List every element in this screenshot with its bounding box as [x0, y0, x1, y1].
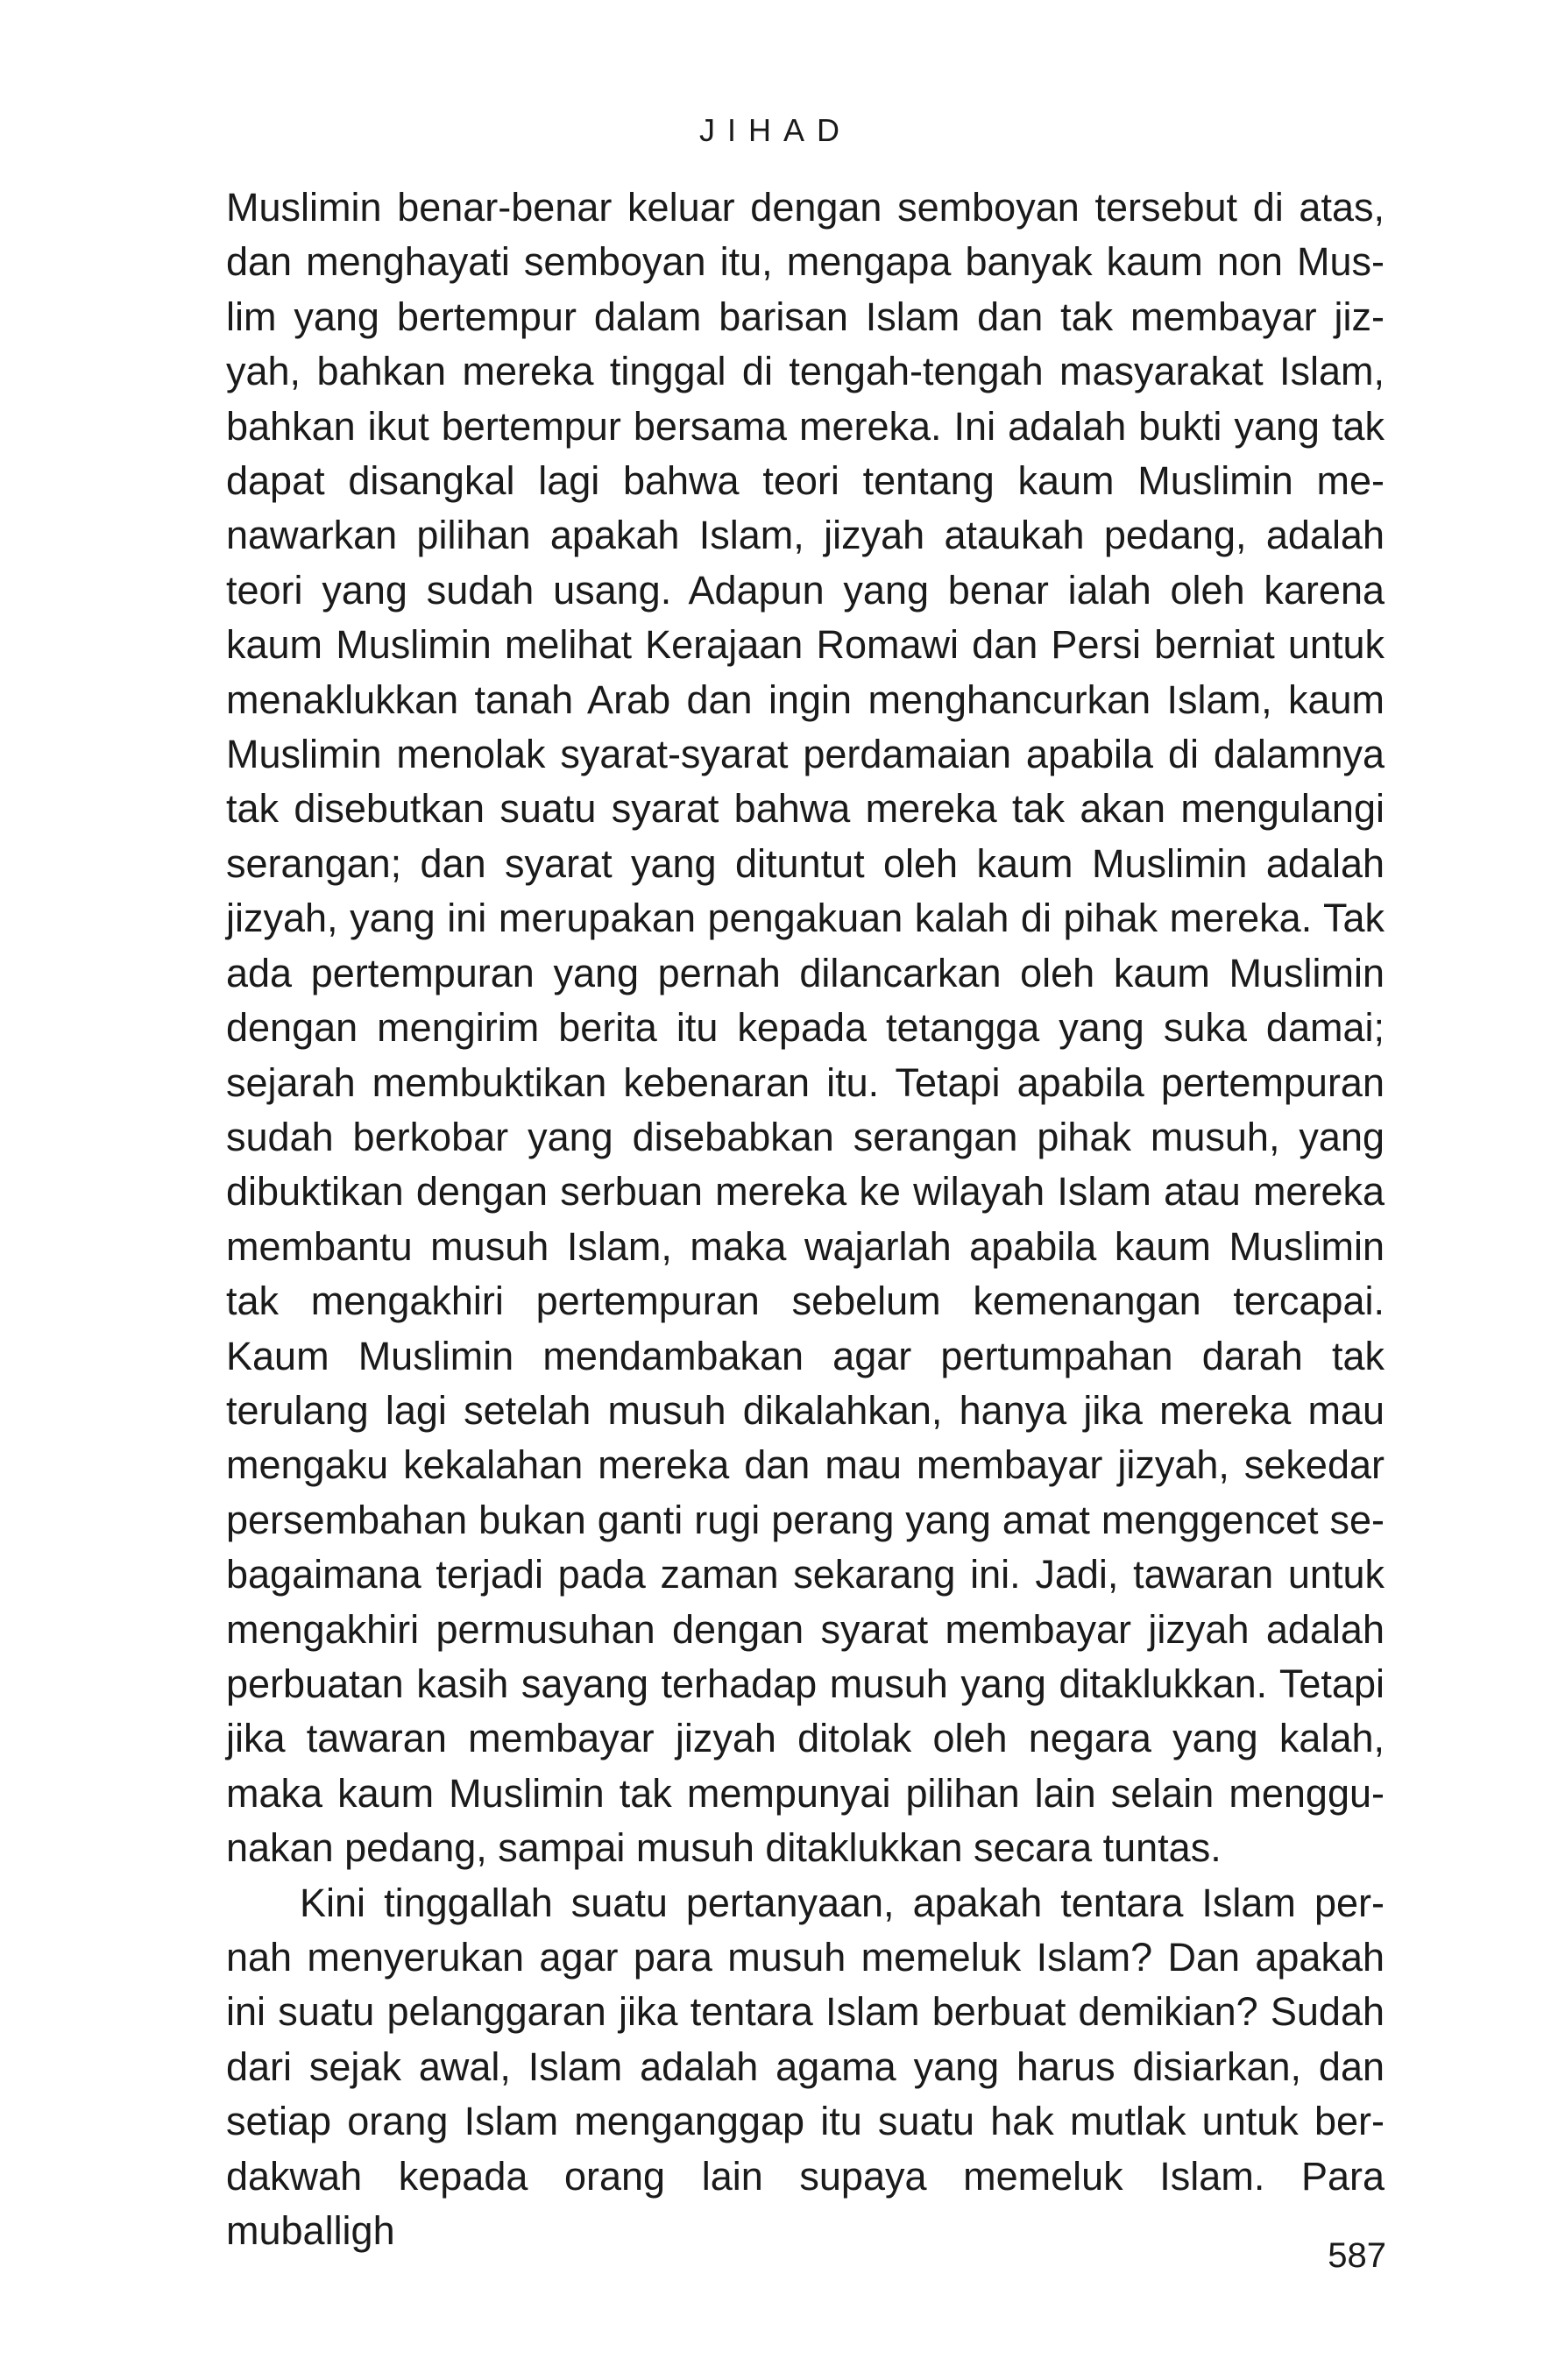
paragraph-1: Muslimin benar-benar keluar dengan semboyan tersebut di atas, dan menghayati semboyan itu, mengapa banyak kaum non Muslim yang bertempur dalam barisan Islam dan tak membayar jizyah, bahkan mereka tinggal di tengah-tengah masyarakat Islam, bahkan ikut bertempur bersama mereka. Ini adalah bukti yang tak dapat disangkal lagi bahwa teori tentang kaum Muslimin menawarkan pilihan apakah Islam, jizyah ataukah pedang, adalah teori yang sudah usang. Adapun yang benar ialah oleh karena kaum Muslimin melihat Kerajaan Romawi dan Persi berniat untuk menaklukkan tanah Arab dan ingin menghancurkan Islam, kaum Muslimin menolak syarat-syarat perdamaian apabila di dalamnya tak disebutkan suatu syarat bahwa mereka tak akan mengulangi serangan; dan syarat yang dituntut oleh kaum Muslimin adalah jizyah, yang ini merupakan pengakuan kalah di pihak mereka. Tak ada pertempuran yang pernah dilancarkan oleh kaum Muslimin dengan mengirim berita itu kepada tetangga yang suka damai; sejarah membuktikan kebenaran itu. Tetapi apabila pertempuran sudah berkobar yang disebabkan serangan pihak musuh, yang dibuktikan dengan serbuan mereka ke wilayah Islam atau mereka membantu musuh Islam, maka wajarlah apabila kaum Muslimin tak mengakhiri pertempuran sebelum kemenangan tercapai. Kaum Muslimin mendambakan agar pertumpahan darah tak terulang lagi setelah musuh dikalahkan, hanya jika mereka mau mengaku kekalahan mereka dan mau membayar jizyah, sekedar persembahan bukan ganti rugi perang yang amat menggencet sebagaimana terjadi pada zaman sekarang ini. Jadi, tawaran untuk mengakhiri permusuhan dengan syarat membayar jizyah adalah perbuatan kasih sayang terhadap musuh yang ditaklukkan. Tetapi jika tawaran membayar jizyah ditolak oleh negara yang kalah, maka kaum Muslimin tak mempunyai pilihan lain selain menggunakan pedang, sampai musuh ditaklukkan secara tuntas.	[226, 185, 1385, 1871]
page-number: 587	[1328, 2236, 1386, 2275]
body-text	[226, 181, 1385, 2258]
paragraph-2: Kini tinggallah suatu pertanyaan, apakah tentara Islam pernah menyerukan agar para musuh memeluk Islam? Dan apakah ini suatu pelanggaran jika tentara Islam berbuat demikian? Sudah dari sejak awal, Islam adalah agama yang harus disiarkan, dan setiap orang Islam menganggap itu suatu hak mutlak untuk berdakwah kepada orang lain supaya memeluk Islam. Para muballigh	[226, 1880, 1385, 2254]
running-head: JIHAD	[698, 112, 852, 148]
